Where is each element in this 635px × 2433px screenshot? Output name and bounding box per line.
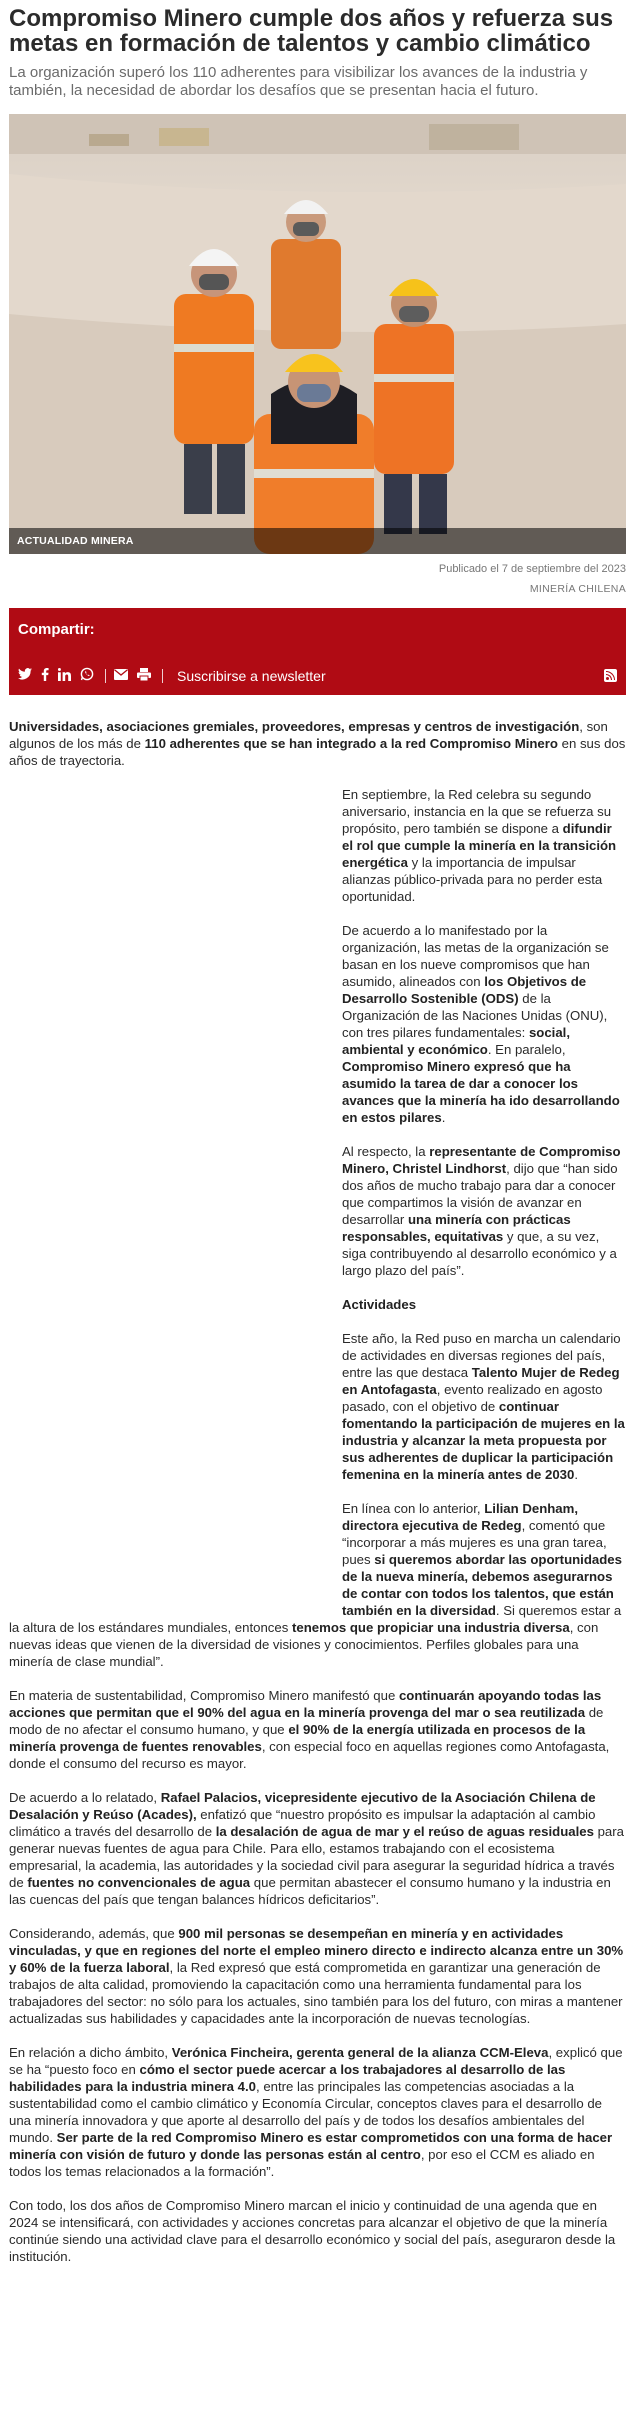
share-separator xyxy=(105,669,106,683)
paragraph: En relación a dicho ámbito, Verónica Fincheira, gerenta general de la alianza CCM-Eleva, explicó que se ha “puesto foco en cómo el sector puede acercar a los trabajadores al desarrollo de las habilidades para la industria minera 4.0, entre las principales las competencias asociadas a la sustentabilidad como el cambio climático y Economía Circular, conceptos claves para el desarrollo de una minería innovadora y que aporte al desarrollo del país y de todos los desafíos ambientales del mundo. Ser parte de la red Compromiso Minero es estar comprometidos con una forma de hacer minería con visión de futuro y donde las personas están al centro, por eso el CCM es aliado en todos los temas relacionados a la formación”. xyxy=(9,2045,623,2179)
share-icons xyxy=(18,668,326,684)
article-lead: La organización superó los 110 adherentes para visibilizar los avances de la industria y también, la necesidad de abordar los desafíos que se presentan hacia el futuro. xyxy=(9,64,588,99)
section-heading-actividades: Actividades xyxy=(342,1297,417,1312)
hero-image xyxy=(9,114,626,554)
text-column-with-ad-space xyxy=(9,786,626,1670)
rss-icon[interactable] xyxy=(604,669,617,682)
newsletter-link[interactable]: Suscribirse a newsletter xyxy=(177,668,326,684)
print-icon[interactable] xyxy=(137,668,151,685)
paragraph: En materia de sustentabilidad, Compromiso Minero manifestó que continuarán apoyando todas las acciones que permitan que el 90% del agua en la minería provenga del mar o sea reutilizada de modo de no afectar el consumo humano, y que el 90% de la energía utilizada en procesos de la minería provenga de fuentes renovables, con especial foco en aquellas regiones como Antofagasta, donde el consumo del recurso es mayor. xyxy=(9,1688,610,1771)
share-bar xyxy=(9,608,626,695)
publish-date: Publicado el 7 de septiembre del 2023 xyxy=(438,563,626,575)
linkedin-icon[interactable] xyxy=(58,668,71,685)
ad-space xyxy=(9,786,342,1619)
paragraph: Este año, la Red puso en marcha un calendario de actividades en diversas regiones del país, entre las que destaca Talento Mujer de Redeg en Antofagasta, evento realizado en agosto pasado, con el objetivo de continuar fomentando la participación de mujeres en la industria y alcanzar la meta propuesta por sus adherentes de duplicar la participación femenina en la minería antes de 2030. xyxy=(342,1331,625,1482)
paragraph: Con todo, los dos años de Compromiso Minero marcan el inicio y continuidad de una agenda que en 2024 se intensificará, con actividades y acciones concretas para alcanzar el objetivo de que la minería continúe siendo una actividad clave para el desarrollo económico y social del país, aseguraron desde la institución. xyxy=(9,2198,616,2264)
email-icon[interactable] xyxy=(114,668,128,684)
paragraph: Considerando, además, que 900 mil personas se desempeñan en minería y en actividades vinculadas, y que en regiones del norte el empleo minero directo e indirecto alcanza entre un 30% y 60% de la fuerza laboral, la Red expresó que está comprometida en garantizar una generación de trabajos de alta calidad, promoviendo la capacitación como una herramienta fundamental para los trabajadores del sector: no sólo para los actuales, sino también para los del futuro, con miras a mantener actualizadas sus habilidades y capacidades ante la incorporación de nuevas tecnologías. xyxy=(9,1926,624,2026)
article-meta xyxy=(9,562,626,596)
miners-photo xyxy=(9,114,626,554)
article-source: MINERÍA CHILENA xyxy=(529,583,626,595)
paragraph: De acuerdo a lo manifestado por la organización, las metas de la organización se basan en los nueve compromisos que han asumido, alineados con los Objetivos de Desarrollo Sostenible (ODS) de la Organización de las Naciones Unidas (ONU), con tres pilares fundamentales: social, ambiental y económico. En paralelo, Compromiso Minero expresó que ha asumido la tarea de dar a conocer los avances que la minería ha ido desarrollando en estos pilares. xyxy=(342,923,620,1125)
paragraph: En línea con lo anterior, Lilian Denham, directora ejecutiva de Redeg, comentó que “incorporar a más mujeres es una gran tarea, pues si queremos abordar las oportunidades de la nueva minería, debemos asegurarnos de contar con todos los talentos, que están también en la diversidad. Si queremos estar a la altura de los estándares mundiales, entonces tenemos que propiciar una industria diversa, con nuevas ideas que vienen de la diversidad de visiones y conocimientos. Perfiles globales para una minería de clase mundial”. xyxy=(9,1501,622,1669)
paragraph: Al respecto, la representante de Compromiso Minero, Christel Lindhorst, dijo que “han sido dos años de mucho trabajo para dar a conocer que compartimos la visión de avanzar en desarrollar una minería con prácticas responsables, equitativas y que, a su vez, siga contribuyendo al desarrollo económico y a largo plazo del país”. xyxy=(342,1144,621,1278)
article-title: Compromiso Minero cumple dos años y refuerza sus metas en formación de talentos y cambio climático xyxy=(9,5,614,57)
facebook-icon[interactable] xyxy=(41,668,49,685)
article-body xyxy=(9,718,626,2265)
share-title: Compartir: xyxy=(18,621,95,638)
twitter-icon[interactable] xyxy=(18,668,32,684)
paragraph-intro: Universidades, asociaciones gremiales, proveedores, empresas y centros de investigación, son algunos de los más de 110 adherentes que se han integrado a la red Compromiso Minero en sus dos años de trayectoria. xyxy=(9,719,626,768)
image-caption: ACTUALIDAD MINERA xyxy=(9,528,626,554)
paragraph: En septiembre, la Red celebra su segundo aniversario, instancia en la que se refuerza su propósito, pero también se dispone a difundir el rol que cumple la minería en la transición energética y la importancia de impulsar alianzas público-privada para no perder esta oportunidad. xyxy=(342,787,617,904)
share-separator xyxy=(162,669,163,683)
whatsapp-icon[interactable] xyxy=(80,667,94,685)
paragraph: De acuerdo a lo relatado, Rafael Palacios, vicepresidente ejecutivo de la Asociación Chilena de Desalación y Reúso (Acades), enfatizó que “nuestro propósito es impulsar la adaptación al cambio climático a través del desarrollo de la desalación de agua de mar y el reúso de aguas residuales para generar nuevas fuentes de agua para Chile. Para ello, estamos trabajando con el ecosistema empresarial, la academia, las autoridades y la sociedad civil para asegurar la seguridad hídrica a través de fuentes no convencionales de agua que permitan abastecer el consumo humano y la industria en las cuencas del país que tengan balances hídricos deficitarios”. xyxy=(9,1790,624,1907)
